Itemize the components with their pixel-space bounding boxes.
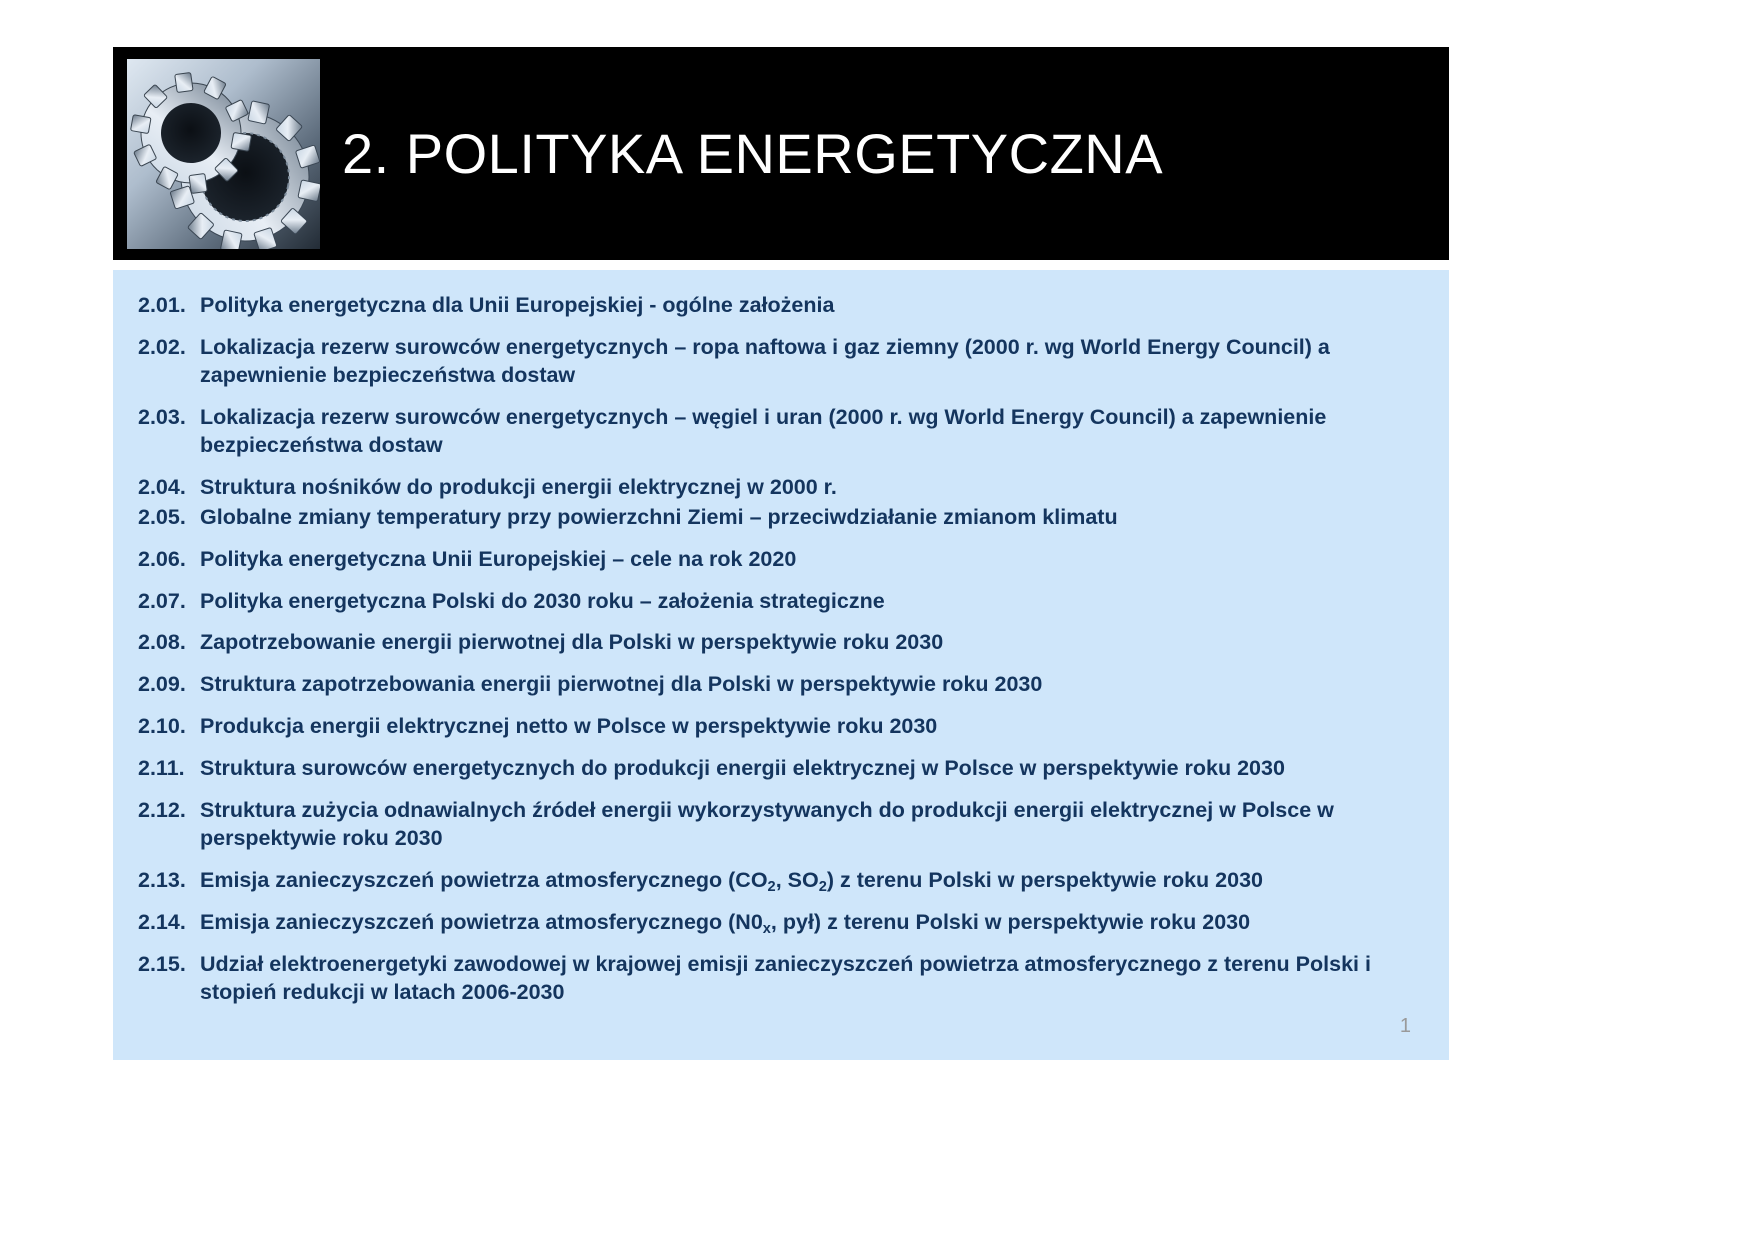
toc-item bbox=[138, 629, 1435, 657]
toc-item bbox=[138, 671, 1435, 699]
page-number: 1 bbox=[1399, 1015, 1411, 1037]
toc-item bbox=[138, 588, 1435, 616]
table-of-contents bbox=[138, 292, 1435, 1021]
toc-item bbox=[138, 504, 1435, 532]
toc-item bbox=[138, 909, 1435, 937]
toc-item-number: 2.06. bbox=[138, 546, 186, 571]
toc-item-number: 2.13. bbox=[138, 868, 186, 893]
content-panel bbox=[113, 270, 1449, 1060]
toc-item-label: Globalne zmiany temperatury przy powierzchni Ziemi – przeciwdziałanie zmianom klimatu bbox=[200, 504, 1118, 529]
page-title: 2. POLITYKA ENERGETYCZNA bbox=[342, 122, 1164, 185]
toc-item-number: 2.12. bbox=[138, 798, 186, 823]
toc-item-number: 2.04. bbox=[138, 474, 186, 499]
header-banner bbox=[113, 47, 1449, 260]
toc-item bbox=[138, 951, 1435, 1007]
toc-item bbox=[138, 474, 1435, 502]
toc-item-label: Emisja zanieczyszczeń powietrza atmosferycznego ($CO_2$, $SO_2$) z terenu Polski w perspektywie roku 2030 bbox=[200, 868, 1263, 896]
toc-item-label: Polityka energetyczna Polski do 2030 roku – założenia strategiczne bbox=[200, 588, 885, 613]
toc-item-number: 2.01. bbox=[138, 293, 186, 317]
toc-item-label: Udział elektroenergetyki zawodowej w krajowej emisji zanieczyszczeń powietrza atmosferycznego z terenu Polski i stopień redukcji w latach 2006-2030 bbox=[200, 951, 1371, 1004]
toc-item-number: 2.05. bbox=[138, 504, 186, 529]
toc-item bbox=[138, 334, 1435, 390]
toc-item bbox=[138, 292, 1435, 320]
toc-item-number: 2.14. bbox=[138, 910, 186, 934]
toc-item-label: Struktura surowców energetycznych do produkcji energii elektrycznej w Polsce w perspektywie roku 2030 bbox=[200, 756, 1285, 781]
toc-item-label: Zapotrzebowanie energii pierwotnej dla Polski w perspektywie roku 2030 bbox=[200, 630, 944, 655]
toc-item-label: Struktura zużycia odnawialnych źródeł energii wykorzystywanych do produkcji energii elektrycznej w Polsce w perspektywie roku 2030 bbox=[200, 798, 1334, 851]
toc-item-number: 2.09. bbox=[138, 672, 186, 697]
toc-item-number: 2.02. bbox=[138, 334, 186, 359]
toc-item-label: Produkcja energii elektrycznej netto w Polsce w perspektywie roku 2030 bbox=[200, 714, 938, 739]
toc-item-label: Lokalizacja rezerw surowców energetycznych – ropa naftowa i gaz ziemny (2000 r. wg World Energy Council) a zapewnienie bezpieczeństwa dostaw bbox=[200, 334, 1330, 387]
toc-item bbox=[138, 755, 1435, 783]
toc-item bbox=[138, 713, 1435, 741]
toc-item-number: 2.15. bbox=[138, 951, 186, 976]
toc-item-label: Emisja zanieczyszczeń powietrza atmosferycznego ($N0_x$, pył) z terenu Polski w perspektywie roku 2030 bbox=[200, 910, 1251, 938]
toc-item-label: Struktura nośników do produkcji energii elektrycznej w 2000 r. bbox=[200, 474, 837, 499]
toc-item bbox=[138, 797, 1435, 853]
toc-item-label: Struktura zapotrzebowania energii pierwotnej dla Polski w perspektywie roku 2030 bbox=[200, 672, 1043, 697]
toc-item bbox=[138, 546, 1435, 574]
toc-item-number: 2.03. bbox=[138, 404, 186, 429]
toc-item-number: 2.11. bbox=[138, 756, 185, 781]
toc-item-label: Polityka energetyczna Unii Europejskiej – cele na rok 2020 bbox=[200, 546, 797, 571]
toc-item-label: Polityka energetyczna dla Unii Europejskiej - ogólne założenia bbox=[200, 293, 835, 317]
toc-item bbox=[138, 867, 1435, 895]
gears-cogs-icon bbox=[127, 59, 320, 249]
toc-item-label: Lokalizacja rezerw surowców energetycznych – węgiel i uran (2000 r. wg World Energy Council) a zapewnienie bezpieczeństwa dostaw bbox=[200, 404, 1327, 457]
toc-item-number: 2.10. bbox=[138, 714, 186, 739]
toc-item-number: 2.07. bbox=[138, 588, 186, 613]
toc-item-number: 2.08. bbox=[138, 630, 186, 655]
toc-item bbox=[138, 404, 1435, 460]
